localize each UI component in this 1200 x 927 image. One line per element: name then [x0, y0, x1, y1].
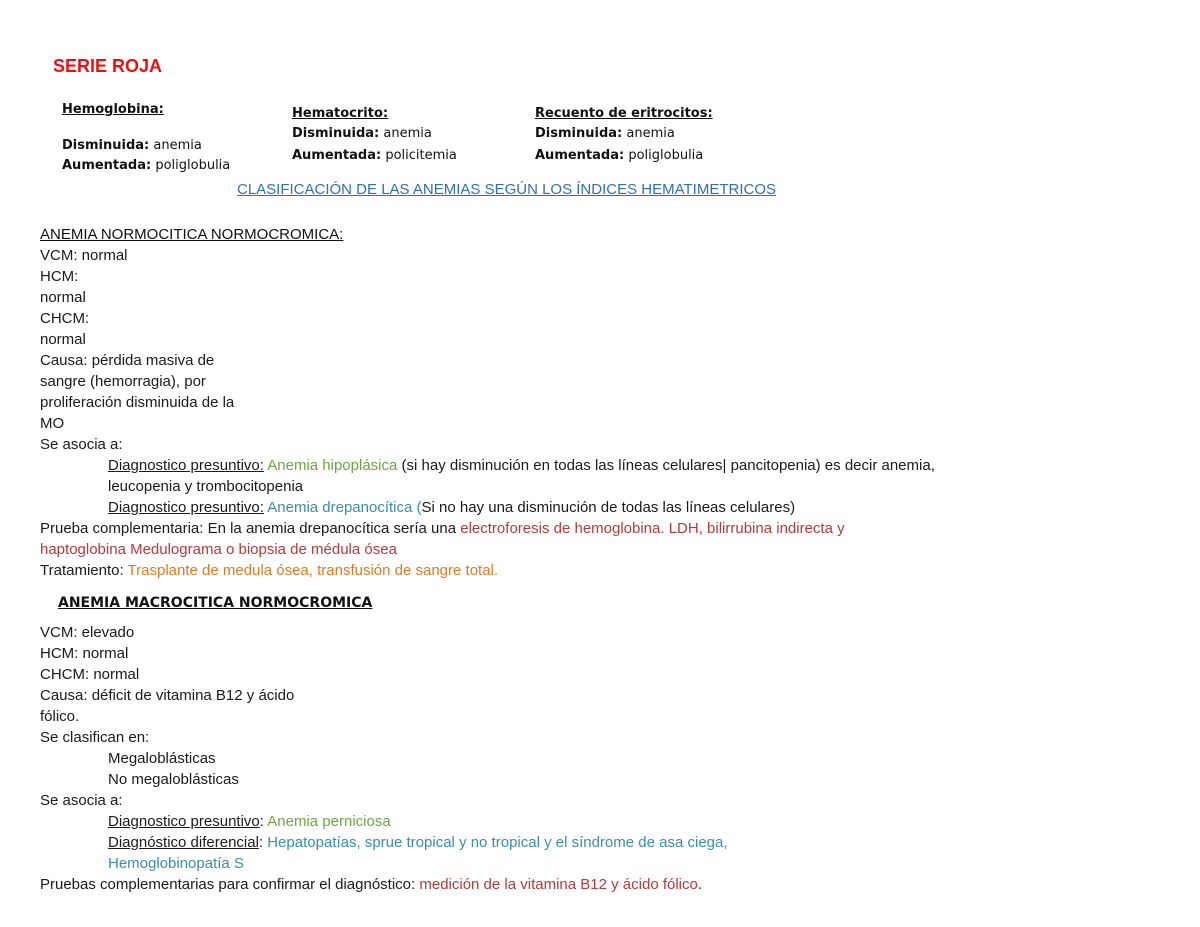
s2-dx2-colon: :: [258, 834, 264, 851]
s2-line: VCM: elevado: [40, 624, 135, 641]
hemoglobina-heading: Hemoglobina:: [62, 102, 164, 117]
s2-line: HCM: normal: [40, 645, 129, 662]
s2-dx1-label: Diagnostico presuntivo: [108, 813, 260, 830]
s1-dx2-value: Anemia drepanocítica (: [263, 499, 422, 516]
hematocrito-heading: Hematocrito:: [292, 106, 389, 121]
s1-line: normal: [40, 331, 86, 348]
s1-line: VCM: normal: [40, 247, 128, 264]
s1-prueba-line: [40, 518, 845, 539]
s2-sub-item: No megaloblásticas: [108, 771, 239, 788]
s1-line: sangre (hemorragia), por: [40, 373, 206, 390]
s1-tratamiento-line: [40, 560, 498, 581]
s1-line: normal: [40, 289, 86, 306]
s2-line: Causa: déficit de vitamina B12 y ácido: [40, 687, 295, 704]
eritrocitos-dis-label: Disminuida:: [535, 126, 623, 141]
section1-title: ANEMIA NORMOCITICA NORMOCROMICA:: [40, 226, 344, 243]
eritrocitos-aum-value: poliglobulia: [624, 148, 704, 163]
s2-line: fólico.: [40, 708, 80, 725]
s1-trat-value: Trasplante de medula ósea, transfusión de sangre total.: [127, 562, 499, 579]
s1-prueba-value: electroforesis de hemoglobina. LDH, bilirrubina indirecta y: [460, 520, 845, 537]
s1-dx1-line2: leucopenia y trombocitopenia: [108, 478, 304, 495]
s1-line: Se asocia a:: [40, 436, 123, 453]
hemoglobina-aum-value: poliglobulia: [151, 158, 231, 173]
section2-title: ANEMIA MACROCITICA NORMOCROMICA: [58, 595, 373, 611]
s2-dx1-colon: :: [259, 813, 264, 830]
s1-dx2-label: Diagnostico presuntivo:: [108, 499, 264, 516]
eritrocitos-aum-label: Aumentada:: [535, 148, 625, 163]
s1-dx1-rest: (si hay disminución en todas las líneas celulares| pancitopenia) es decir anemia,: [397, 457, 935, 474]
s1-dx2-rest: Si no hay una disminución de todas las líneas celulares): [421, 499, 796, 516]
eritrocitos-dis-value: anemia: [622, 126, 675, 141]
eritrocitos-block: [535, 104, 713, 166]
classification-title: CLASIFICACIÓN DE LAS ANEMIAS SEGÚN LOS ÍNDICES HEMATIMETRICOS: [237, 181, 776, 198]
hemoglobina-dis-value: anemia: [149, 138, 202, 153]
s2-pruebas-label: Pruebas complementarias para confirmar el diagnóstico:: [40, 876, 420, 893]
s1-dx2-line: [108, 497, 795, 518]
hemoglobina-block: [62, 100, 230, 176]
s2-line: CHCM: normal: [40, 666, 140, 683]
s2-dx2-line: [108, 832, 728, 853]
s2-dx2-label: Diagnóstico diferencial: [108, 834, 259, 851]
s1-line: proliferación disminuida de la: [40, 394, 235, 411]
s1-line: HCM:: [40, 268, 79, 285]
s1-line: CHCM:: [40, 310, 90, 327]
s1-line: MO: [40, 415, 65, 432]
hematocrito-dis-value: anemia: [379, 126, 432, 141]
hematocrito-aum-value: policitemia: [381, 148, 457, 163]
page-title: SERIE ROJA: [53, 56, 163, 76]
hematocrito-block: [292, 104, 457, 166]
eritrocitos-heading: Recuento de eritrocitos:: [535, 106, 713, 121]
s2-pruebas-line: [40, 874, 702, 895]
s2-pruebas-value: medición de la vitamina B12 y ácido fólico: [419, 876, 698, 893]
s1-line: Causa: pérdida masiva de: [40, 352, 215, 369]
hemoglobina-aum-label: Aumentada:: [62, 158, 152, 173]
s2-dx1-value: Anemia perniciosa: [263, 813, 391, 830]
s1-trat-label: Tratamiento:: [40, 562, 128, 579]
hemoglobina-dis-label: Disminuida:: [62, 138, 150, 153]
hematocrito-aum-label: Aumentada:: [292, 148, 382, 163]
s2-dx2-line2: Hemoglobinopatía S: [108, 855, 244, 872]
s2-dx2-value: Hepatopatías, sprue tropical y no tropical y el síndrome de asa ciega,: [263, 834, 728, 851]
s1-dx1-label: Diagnostico presuntivo:: [108, 457, 264, 474]
s1-dx1-value: Anemia hipoplásica: [263, 457, 398, 474]
hematocrito-dis-label: Disminuida:: [292, 126, 380, 141]
s2-line: Se clasifican en:: [40, 729, 150, 746]
s1-prueba-label: Prueba complementaria: En la anemia drepanocítica sería una: [40, 520, 461, 537]
s1-prueba-line2: haptoglobina Medulograma o biopsia de médula ósea: [40, 541, 397, 558]
s2-dx1-line: [108, 811, 391, 832]
s2-pruebas-end: .: [697, 876, 703, 893]
s1-dx1-line: [108, 455, 935, 476]
s2-sub-item: Megaloblásticas: [108, 750, 216, 767]
s2-asocia: Se asocia a:: [40, 792, 123, 809]
